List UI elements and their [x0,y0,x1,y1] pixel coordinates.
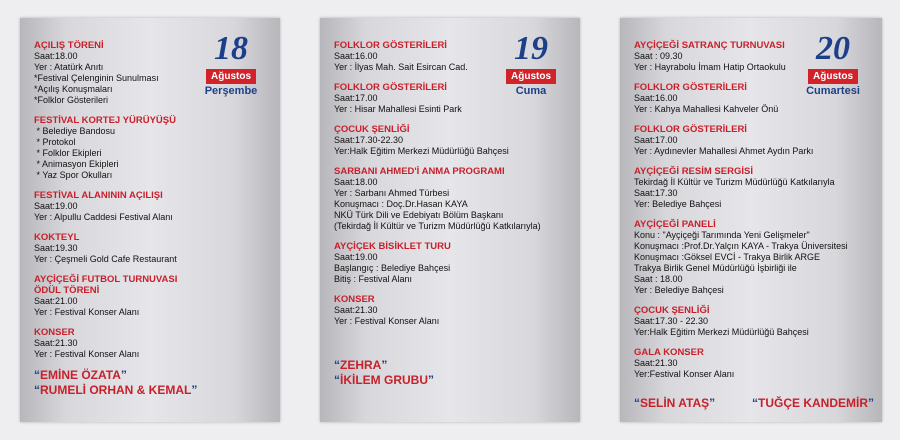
event-detail: * Protokol [34,137,76,147]
event-detail: Yer:Halk Eğitim Merkezi Müdürlüğü Bahçesi [334,146,509,156]
event-detail: *Folklor Gösterileri [34,95,109,105]
event-title: FOLKLOR GÖSTERİLERİ [334,82,447,93]
event-block [634,166,874,210]
event-detail: * Yaz Spor Okulları [34,170,113,180]
event-block [34,274,272,318]
performer: “RUMELİ ORHAN & KEMAL” [34,383,198,397]
event-title: AYÇİÇEĞİ RESİM SERGİSİ [634,166,753,177]
event-block [334,166,572,232]
event-block [634,40,874,73]
event-detail: Başlangıç : Belediye Bahçesi [334,263,451,273]
event-title: KONSER [34,327,75,338]
event-detail: Trakya Birlik Genel Müdürlüğü İşbirliği ile [634,263,797,273]
performer-list [634,396,874,411]
event-title: GALA KONSER [634,347,704,358]
day-panel-18 [20,18,280,422]
event-title: KOKTEYL [34,232,80,243]
event-title: ÇOCUK ŞENLİĞİ [634,305,710,316]
weekday-label: Cuma [515,85,547,97]
event-title: FESTİVAL KORTEJ YÜRÜYÜŞÜ [34,115,176,126]
event-detail: Saat:17.30 - 22.30 [634,316,709,326]
event-detail: *Açılış Konuşmaları [34,84,113,94]
performer: “EMİNE ÖZATA” [34,368,127,382]
event-title: FOLKLOR GÖSTERİLERİ [334,40,447,51]
event-block [334,40,572,73]
event-detail: Saat:16.00 [634,93,678,103]
event-detail: Konuşmacı :Göksel EVCİ - Trakya Birlik ARGE [634,252,821,262]
event-title: AYÇİÇEĞİ FUTBOL TURNUVASI ÖDÜL TÖRENİ [34,274,178,296]
performer-list [334,358,434,388]
event-title: FESTİVAL ALANININ AÇILIŞI [34,190,163,201]
performer: “ZEHRA” [334,358,388,372]
event-block [634,219,874,296]
event-detail: Saat:19.00 [334,252,378,262]
month-tag: Ağustos [206,69,256,84]
event-title: FOLKLOR GÖSTERİLERİ [634,124,747,135]
event-detail: Yer:Halk Eğitim Merkezi Müdürlüğü Bahçesi [634,327,809,337]
event-block [334,124,572,157]
event-block [334,241,572,285]
performer: “İKİLEM GRUBU” [334,373,434,387]
performer: “SELİN ATAŞ” [634,396,716,410]
event-detail: *Festival Çelenginin Sunulması [34,73,159,83]
event-block [34,232,272,265]
event-title: AYÇİÇEĞİ PANELİ [634,219,716,230]
event-detail: Yer: Belediye Bahçesi [634,199,722,209]
event-detail: Bitiş : Festival Alanı [334,274,413,284]
day-panel-20 [620,18,882,422]
event-title: AYÇİÇEĞİ SATRANÇ TURNUVASI [634,40,785,51]
event-detail: Yer : Aydınevler Mahallesi Ahmet Aydın Parkı [634,146,814,156]
event-detail: Saat : 18.00 [634,274,683,284]
event-block [634,124,874,157]
event-detail: Saat:17.30-22.30 [334,135,404,145]
event-block [634,347,874,380]
day-panel-19 [320,18,580,422]
event-detail: Yer : Çeşmeli Gold Cafe Restaurant [34,254,177,264]
event-detail: Yer : Hisar Mahallesi Esinti Park [334,104,462,114]
event-detail: NKÜ Türk Dili ve Edebiyatı Bölüm Başkanı [334,210,504,220]
event-detail: Yer : Hayrabolu İmam Hatip Ortaokulu [634,62,786,72]
event-title: KONSER [334,294,375,305]
event-detail: Yer : Alpullu Caddesi Festival Alanı [34,212,173,222]
event-detail: * Folklor Ekipleri [34,148,102,158]
event-block [634,305,874,338]
event-detail: (Tekirdağ İl Kültür ve Turizm Müdürlüğü Katkılarıyla) [334,221,541,231]
day-number: 20 [816,30,850,67]
event-detail: Yer : Sarbanı Ahmed Türbesi [334,188,450,198]
event-title: AYÇİÇEK BİSİKLET TURU [334,241,451,252]
event-detail: Saat:21.30 [334,305,378,315]
event-detail: Konuşmacı :Prof.Dr.Yalçın KAYA - Trakya Üniversitesi [634,241,848,251]
event-detail: Yer : Festival Konser Alanı [34,307,140,317]
event-detail: Saat:17.00 [634,135,678,145]
event-title: AÇILIŞ TÖRENİ [34,40,104,51]
event-list [34,40,272,369]
event-detail: Yer : Atatürk Anıtı [34,62,104,72]
event-list [634,40,874,389]
month-tag: Ağustos [808,69,858,84]
event-block [34,115,272,181]
performer: “TUĞÇE KANDEMİR” [752,396,874,410]
event-detail: Saat:17.00 [334,93,378,103]
event-detail: Yer : Festival Konser Alanı [334,316,440,326]
event-title: FOLKLOR GÖSTERİLERİ [634,82,747,93]
event-title: ÇOCUK ŞENLİĞİ [334,124,410,135]
event-detail: Yer : Festival Konser Alanı [34,349,140,359]
event-detail: Saat:18.00 [334,177,378,187]
event-detail: Yer : Kahya Mahallesi Kahveler Önü [634,104,779,114]
event-detail: Saat:17.30 [634,188,678,198]
event-detail: Yer : Belediye Bahçesi [634,285,724,295]
day-number: 18 [214,30,248,67]
event-detail: Saat:18.00 [34,51,78,61]
event-list [334,40,572,336]
month-tag: Ağustos [506,69,556,84]
event-title: SARBANI AHMED'İ ANMA PROGRAMI [334,166,505,177]
weekday-label: Cumartesi [806,85,860,97]
day-number: 19 [514,30,548,67]
event-detail: * Belediye Bandosu [34,126,116,136]
event-detail: Saat : 09.30 [634,51,683,61]
event-detail: Saat:21.30 [34,338,78,348]
event-detail: Tekirdağ İl Kültür ve Turizm Müdürlüğü Katkılarıyla [634,177,835,187]
event-detail: * Animasyon Ekipleri [34,159,119,169]
event-detail: Saat:19.00 [34,201,78,211]
weekday-label: Perşembe [204,85,258,97]
event-block [334,294,572,327]
event-detail: Saat:19.30 [34,243,78,253]
event-detail: Yer : İlyas Mah. Sait Esircan Cad. [334,62,468,72]
event-detail: Yer:Festival Konser Alanı [634,369,735,379]
event-block [34,190,272,223]
event-block [34,327,272,360]
event-block [34,40,272,106]
performer-list [34,368,197,398]
event-detail: Saat:21.00 [34,296,78,306]
event-detail: Saat:21.30 [634,358,678,368]
event-detail: Saat:16.00 [334,51,378,61]
event-detail: Konuşmacı : Doç.Dr.Hasan KAYA [334,199,468,209]
event-detail: Konu : "Ayçiçeği Tarımında Yeni Gelişmeler" [634,230,810,240]
event-block [334,82,572,115]
event-block [634,82,874,115]
